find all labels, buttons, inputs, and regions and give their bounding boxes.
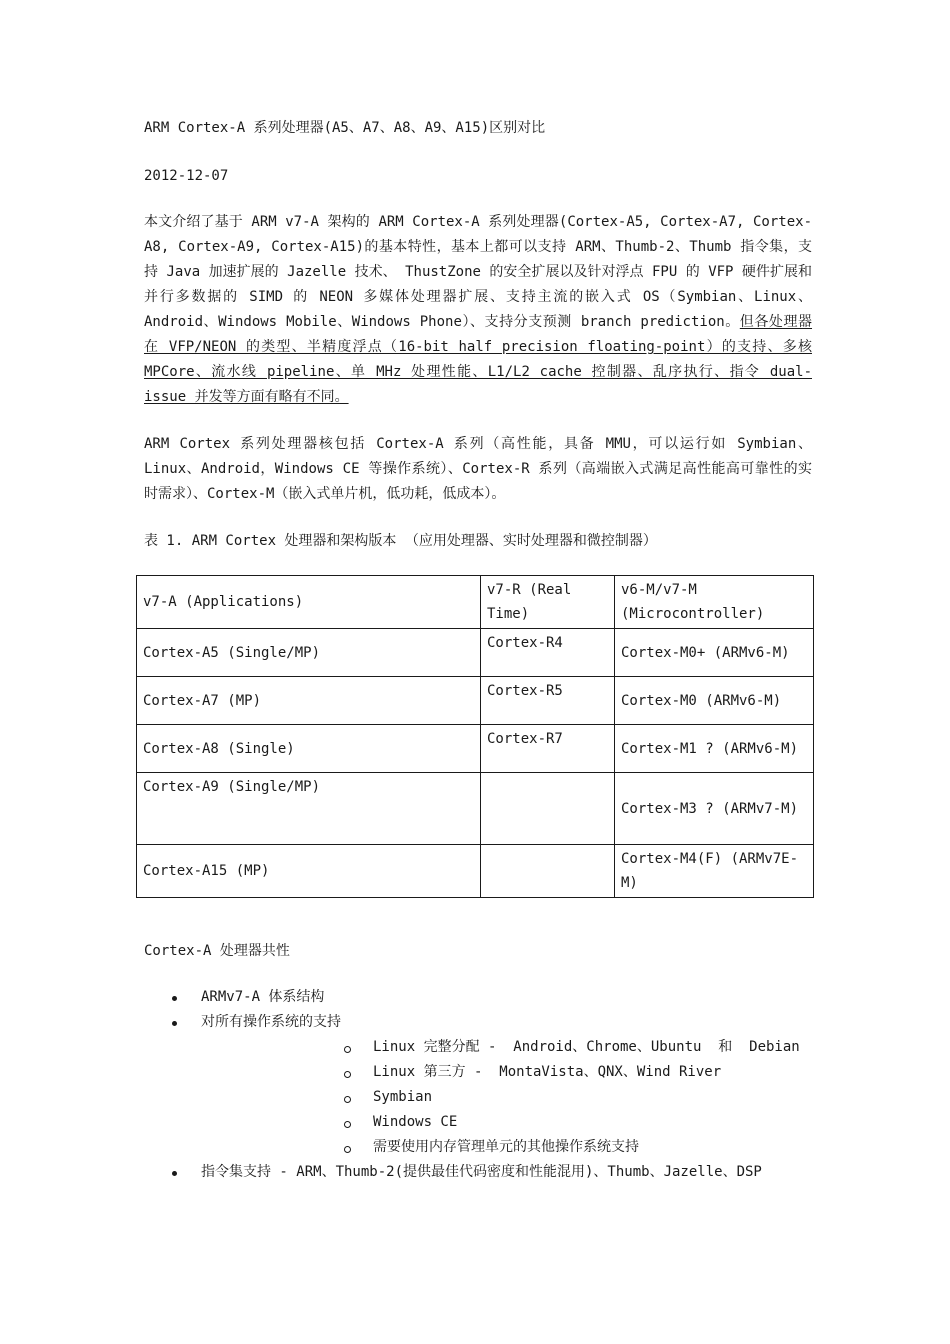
bullet-dot-icon: [172, 1160, 182, 1185]
table-cell: Cortex-R5: [481, 677, 615, 725]
table-cell: Cortex-R7: [481, 725, 615, 773]
intro-plain-text: 本文介绍了基于 ARM v7-A 架构的 ARM Cortex-A 系列处理器(Cortex-A5, Cortex-A7, Cortex-A8, Cortex-A9, Cortex-A15)的基本特性，基本上都可以支持 ARM、Thumb-2、Thumb 指令集，支持 Java 加速扩展的 Jazelle 技术、 ThustZone 的安全扩展以及针对浮点 FPU 的 VFP 硬件扩展和并行多数据的 SIMD 的 NEON 多媒体处理器扩展、支持主流的嵌入式 OS（Symbian、Linux、Android、Windows Mobile、Windows Phone）、支持分支预测 branch prediction。: [144, 214, 812, 330]
sub-list-item: [144, 1135, 812, 1160]
bullet-circle-icon: [344, 1035, 351, 1062]
list-item: [144, 1010, 812, 1035]
sub-list-item-text: Symbian: [373, 1089, 433, 1105]
table-cell: Cortex-A7 (MP): [137, 677, 481, 725]
bullet-circle-icon: [344, 1135, 351, 1162]
table-cell: Cortex-A15 (MP): [137, 845, 481, 898]
list-item: [144, 1160, 812, 1185]
table-header-row: [137, 576, 814, 629]
sub-list-item-text: Linux 完整分配 - Android、Chrome、Ubuntu 和 Debian: [373, 1039, 800, 1055]
table-cell: Cortex-M1 ? (ARMv6-M): [615, 725, 814, 773]
table-cell: [481, 773, 615, 845]
bullet-circle-icon: [344, 1085, 351, 1112]
table-caption: 表 1. ARM Cortex 处理器和架构版本 （应用处理器、实时处理器和微控制器）: [144, 533, 657, 549]
table-cell: [481, 845, 615, 898]
cortex-family-paragraph: ARM Cortex 系列处理器核包括 Cortex-A 系列（高性能，具备 MMU，可以运行如 Symbian、Linux、Android，Windows CE 等操作系统）、Cortex-R 系列（高端嵌入式满足高性能高可靠性的实时需求）、Cortex-M（嵌入式单片机，低功耗，低成本）。: [144, 436, 812, 502]
header-v7a: v7-A (Applications): [137, 576, 481, 629]
doc-date: 2012-12-07: [144, 168, 229, 184]
sub-list-item-text: 需要使用内存管理单元的其他操作系统支持: [373, 1139, 639, 1155]
sub-list-item: [144, 1060, 812, 1085]
table-row: [137, 677, 814, 725]
bullet-dot-icon: [172, 985, 182, 1010]
table-cell: Cortex-A9 (Single/MP): [137, 773, 481, 845]
list-item-text: ARMv7-A 体系结构: [201, 989, 325, 1005]
common-features-heading: Cortex-A 处理器共性: [144, 943, 290, 959]
header-v7r: v7-R (Real Time): [481, 576, 615, 629]
table-cell: Cortex-M0+ (ARMv6-M): [615, 629, 814, 677]
sub-list-item-text: Windows CE: [373, 1114, 458, 1130]
intro-underlined-text: 但各处理器在 VFP/NEON 的类型、半精度浮点（16-bit half precision floating-point）的支持、多核 MPCore、流水线 pipeline、单 MHz 处理性能、L1/L2 cache 控制器、乱序执行、指令 dual-issue 并发等方面有略有不同。: [144, 314, 813, 405]
features-list: [144, 985, 812, 1185]
table-cell: Cortex-R4: [481, 629, 615, 677]
table-row: [137, 773, 814, 845]
processor-table: [136, 575, 814, 898]
bullet-circle-icon: [344, 1060, 351, 1087]
list-item: [144, 985, 812, 1010]
table-cell: Cortex-M3 ? (ARMv7-M): [615, 773, 814, 845]
header-v6m-v7m: v6-M/v7-M (Microcontroller): [615, 576, 814, 629]
bullet-circle-icon: [344, 1110, 351, 1137]
table-cell: Cortex-M0 (ARMv6-M): [615, 677, 814, 725]
bullet-dot-icon: [172, 1010, 182, 1035]
list-item-text: 对所有操作系统的支持: [201, 1014, 341, 1030]
sub-list-item: [144, 1085, 812, 1110]
intro-paragraph: [144, 210, 812, 410]
table-row: [137, 845, 814, 898]
table-cell: Cortex-A5 (Single/MP): [137, 629, 481, 677]
doc-title: ARM Cortex-A 系列处理器(A5、A7、A8、A9、A15)区别对比: [144, 120, 546, 136]
table-cell: Cortex-A8 (Single): [137, 725, 481, 773]
table-cell: Cortex-M4(F) (ARMv7E-M): [615, 845, 814, 898]
table-row: [137, 725, 814, 773]
sub-list-item-text: Linux 第三方 - MontaVista、QNX、Wind River: [373, 1064, 722, 1080]
list-item-text: 指令集支持 - ARM、Thumb-2(提供最佳代码密度和性能混用)、Thumb、Jazelle、DSP: [201, 1164, 762, 1180]
sub-list-item: [144, 1110, 812, 1135]
table-row: [137, 629, 814, 677]
sub-list-item: [144, 1035, 812, 1060]
